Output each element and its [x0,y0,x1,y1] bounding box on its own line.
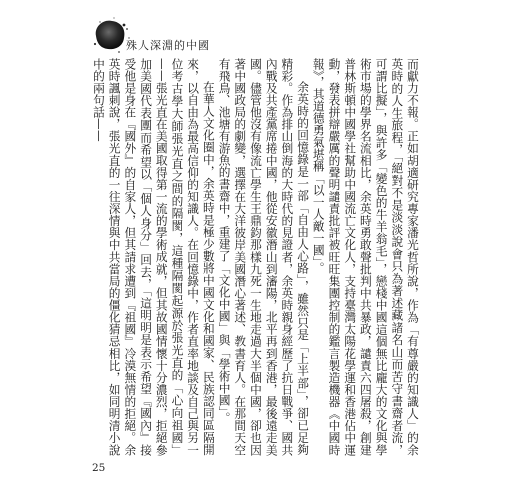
running-title: 殊人深淵的中國 [126,39,210,52]
page-header [86,10,386,62]
page-number: 25 [92,462,106,474]
paragraph: 余英時的回憶錄是一部「自由人心路」，雖然只是「上半部」，卻已足夠精彩。作為排山倒海的大時代的見證者，余英時親身經歷了抗日戰爭、國共內戰及共產黨席捲中國，他從安徽潛山到瀋陽，北平再到香港，最後遠走美國。儘管他沒有像流亡學生王鼎鈞那樣九死一生地走過大半個中國，卻也因著中國政局的劇變，選擇在大洋彼岸美國潛心著述、教書育人。在那間天空有飛鳥、池塘有游魚的書齋中，重建了「文化中國」與「學術中國」。 [217,58,311,456]
paragraph: 而獻力不報。正如胡適研究專家潘光哲所說，作為「有尊嚴的知識人」的余英時的人生旅程，「絕對不是淡淡說會只為著述藏諸名山而苦守書齋者流，可謂比擬」，與許多「變色的牛羊翁毛」，戀棧中國這個無比龐大的文化與學術市場的學界名流相比，余英時勇敢聲批判中共暴政，譴責六四屠殺，創建普林斯頓中國學社幫助中國流亡文化人，支持臺灣太陽花學運和香港佔中運動，發表拼辯嚴厲的聲明譴責批評被旺旺集團控制的鑑言製造機器《中國時報》，其道德勇氣堪稱「以一人敵一國」。 [311,58,420,456]
paragraph: 在華人文化圈中，余英時是極少數將中國文化和國家、民族認同區隔開來，以自由為最高信仰的知識人。在回憶錄中，作者直率地談及自己與另一位考古學大師張光直之間的隔閡，這種隔閡起源於張光直的「心向祖國」——張光直在美國取得第一流的學術成就，但其故國情懷十分濃烈，拒絕參加美國代表團而希望以「個人身分」回去，「這明明是表示希望『國內』接受他是身在『國外』的自家人，但其請求遭到『祖國』冷漠無情的拒絕。余英時諷刺說，張光直的一往深情與中共當局的僵化猜忌相比，如同明清小說中的兩句話—— [91,58,216,456]
body-text [91,58,420,456]
